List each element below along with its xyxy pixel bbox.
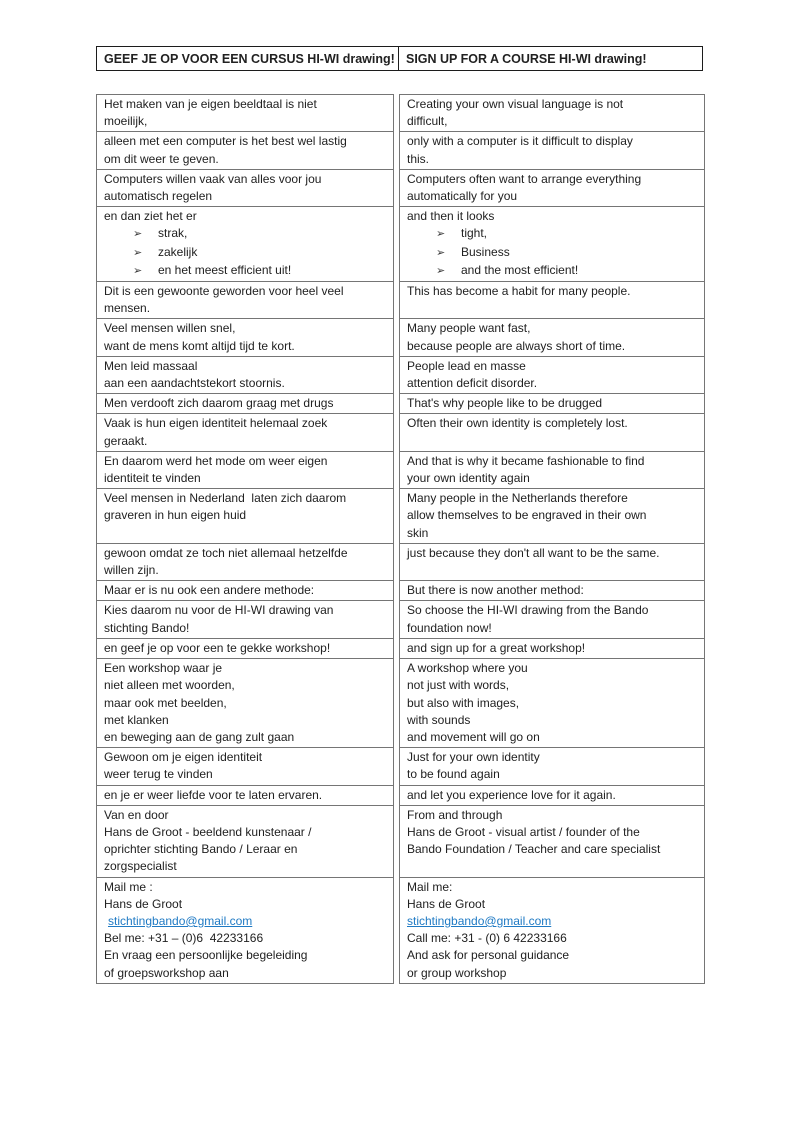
- cell-dutch: [96, 357, 394, 394]
- text-line: En daarom werd het mode om weer eigen: [104, 453, 328, 468]
- text-line: moeilijk,: [104, 114, 148, 129]
- text-line: Computers willen vaak van alles voor jou: [104, 171, 322, 186]
- text-line: That's why people like to be drugged: [407, 396, 603, 411]
- text-line: Gewoon om je eigen identiteit: [104, 750, 263, 765]
- cell-dutch: [96, 132, 394, 169]
- cell-dutch: [96, 878, 394, 984]
- cell-dutch: [96, 452, 394, 489]
- text-line: Veel mensen in Nederland laten zich daarom: [104, 491, 347, 506]
- table-row: [96, 207, 705, 282]
- bullet-text: tight,: [461, 226, 488, 241]
- cell-dutch: [96, 489, 394, 544]
- text-line: Veel mensen willen snel,: [104, 321, 236, 336]
- text-line: [104, 262, 386, 280]
- table-row: [96, 132, 705, 169]
- text-line: Just for your own identity: [407, 750, 540, 765]
- arrow-bullet-icon: ➢: [133, 228, 143, 241]
- table-row: [96, 282, 705, 319]
- text-line: om dit weer te geven.: [104, 151, 219, 166]
- text-line: your own identity again: [407, 471, 530, 486]
- text-line: Many people in the Netherlands therefore: [407, 491, 628, 506]
- text-line: and let you experience love for it again.: [407, 787, 616, 802]
- table-row: [96, 414, 705, 451]
- cell-english: [399, 786, 705, 806]
- cell-english: [399, 414, 705, 451]
- bullet-text: and the most efficient!: [461, 262, 579, 277]
- cell-dutch: [96, 601, 394, 638]
- table-row: [96, 878, 705, 984]
- text-line: geraakt.: [104, 433, 148, 448]
- cell-english: [399, 544, 705, 581]
- table-row: [96, 581, 705, 601]
- cell-english: [399, 748, 705, 785]
- text-line: Van en door: [104, 807, 169, 822]
- arrow-bullet-icon: ➢: [436, 246, 446, 259]
- table-row: [96, 659, 705, 748]
- text-line: and then it looks: [407, 209, 495, 224]
- table-row: [96, 394, 705, 414]
- email-link[interactable]: stichtingbando@gmail.com: [108, 913, 253, 928]
- text-line: Bando Foundation / Teacher and care specialist: [407, 842, 661, 857]
- cell-english: [399, 282, 705, 319]
- text-line: People lead en masse: [407, 358, 526, 373]
- cell-dutch: [96, 319, 394, 356]
- text-line: skin: [407, 525, 429, 540]
- text-line: to be found again: [407, 767, 500, 782]
- table-row: [96, 357, 705, 394]
- cell-dutch: [96, 170, 394, 207]
- table-row: [96, 639, 705, 659]
- text-line: alleen met een computer is het best wel lastig: [104, 134, 347, 149]
- text-line: And that is why it became fashionable to find: [407, 453, 645, 468]
- text-line: A workshop where you: [407, 661, 528, 676]
- cell-dutch: [96, 786, 394, 806]
- text-line: [407, 244, 697, 262]
- cell-english: [399, 319, 705, 356]
- text-line: And ask for personal guidance: [407, 948, 570, 963]
- text-line: From and through: [407, 807, 503, 822]
- cell-dutch: [96, 282, 394, 319]
- table-row: [96, 319, 705, 356]
- cell-dutch: [96, 94, 394, 132]
- text-line: this.: [407, 151, 430, 166]
- cell-english: [399, 659, 705, 748]
- cell-english: [399, 394, 705, 414]
- title-cell-dutch: GEEF JE OP VOOR EEN CURSUS HI-WI drawing!: [97, 47, 399, 70]
- text-line: but also with images,: [407, 695, 520, 710]
- cell-dutch: [96, 544, 394, 581]
- table-row: [96, 452, 705, 489]
- text-line: Hans de Groot - beeldend kunstenaar /: [104, 824, 312, 839]
- text-line: oprichter stichting Bando / Leraar en: [104, 842, 298, 857]
- table-row: [96, 748, 705, 785]
- table-row: [96, 544, 705, 581]
- text-line: [407, 262, 697, 280]
- cell-english: [399, 489, 705, 544]
- cell-english: [399, 806, 705, 878]
- text-line: Hans de Groot - visual artist / founder of the: [407, 824, 640, 839]
- text-line: niet alleen met woorden,: [104, 678, 235, 693]
- cell-english: [399, 452, 705, 489]
- text-line: Creating your own visual language is not: [407, 97, 624, 111]
- text-line: Bel me: +31 – (0)6 42233166: [104, 931, 264, 946]
- text-line: maar ook met beelden,: [104, 695, 227, 710]
- text-line: En vraag een persoonlijke begeleiding: [104, 948, 308, 963]
- text-line: Computers often want to arrange everything: [407, 171, 642, 186]
- cell-dutch: [96, 394, 394, 414]
- text-line: Hans de Groot: [407, 896, 486, 911]
- text-line: So choose the HI-WI drawing from the Bando: [407, 603, 649, 618]
- text-line: met klanken: [104, 712, 169, 727]
- text-line: willen zijn.: [104, 563, 159, 578]
- text-line: en geef je op voor een te gekke workshop!: [104, 640, 331, 655]
- cell-dutch: [96, 207, 394, 282]
- table-row: [96, 94, 705, 132]
- text-line: and movement will go on: [407, 729, 540, 744]
- bullet-text: strak,: [158, 226, 188, 241]
- text-line: Many people want fast,: [407, 321, 531, 336]
- arrow-bullet-icon: ➢: [133, 246, 143, 259]
- text-line: only with a computer is it difficult to display: [407, 134, 633, 149]
- text-line: stichting Bando!: [104, 620, 190, 635]
- bullet-text: zakelijk: [158, 244, 198, 259]
- text-line: allow themselves to be engraved in their own: [407, 508, 647, 523]
- cell-dutch: [96, 748, 394, 785]
- cell-dutch: [96, 639, 394, 659]
- text-line: Men verdooft zich daarom graag met drugs: [104, 396, 334, 411]
- cell-english: [399, 170, 705, 207]
- text-line: Kies daarom nu voor de HI-WI drawing van: [104, 603, 334, 618]
- text-line: foundation now!: [407, 620, 492, 635]
- text-line: Vaak is hun eigen identiteit helemaal zoek: [104, 416, 328, 431]
- text-line: of groepsworkshop aan: [104, 965, 229, 980]
- text-line: Maar er is nu ook een andere methode:: [104, 583, 315, 598]
- arrow-bullet-icon: ➢: [436, 264, 446, 277]
- text-line: mensen.: [104, 301, 151, 316]
- text-line: [407, 225, 697, 243]
- bullet-text: Business: [461, 244, 510, 259]
- text-line: [104, 244, 386, 262]
- cell-dutch: [96, 414, 394, 451]
- cell-dutch: [96, 659, 394, 748]
- text-line: Often their own identity is completely lost.: [407, 416, 628, 431]
- text-line: attention deficit disorder.: [407, 376, 538, 391]
- arrow-bullet-icon: ➢: [133, 264, 143, 277]
- text-line: Mail me :: [104, 879, 153, 894]
- table-row: [96, 601, 705, 638]
- title-cell-english: SIGN UP FOR A COURSE HI-WI drawing!: [406, 51, 647, 66]
- text-line: Mail me:: [407, 879, 453, 894]
- bullet-text: en het meest efficient uit!: [158, 262, 292, 277]
- text-line: and sign up for a great workshop!: [407, 640, 586, 655]
- cell-dutch: [96, 581, 394, 601]
- table-row: [96, 489, 705, 544]
- cell-dutch: [96, 806, 394, 878]
- text-line: Men leid massaal: [104, 358, 198, 373]
- text-line: weer terug te vinden: [104, 767, 213, 782]
- text-line: automatically for you: [407, 189, 518, 204]
- text-line: en je er weer liefde voor te laten ervaren.: [104, 787, 323, 802]
- cell-english: [399, 94, 705, 132]
- text-line: Het maken van je eigen beeldtaal is niet: [104, 97, 317, 111]
- text-line: This has become a habit for many people.: [407, 284, 631, 299]
- text-line: difficult,: [407, 114, 448, 129]
- cell-english: [399, 639, 705, 659]
- text-line: Hans de Groot: [104, 896, 183, 911]
- text-line: Call me: +31 - (0) 6 42233166: [407, 931, 567, 946]
- table-row: [96, 806, 705, 878]
- text-line: or group workshop: [407, 965, 507, 980]
- cell-english: [399, 132, 705, 169]
- title-table: [96, 46, 703, 71]
- text-line: gewoon omdat ze toch niet allemaal hetzelfde: [104, 545, 348, 560]
- text-line: automatisch regelen: [104, 189, 213, 204]
- translation-table: [96, 94, 705, 984]
- cell-english: [399, 357, 705, 394]
- table-row: [96, 170, 705, 207]
- cell-english: [399, 581, 705, 601]
- text-line: graveren in hun eigen huid: [104, 508, 247, 523]
- cell-english: [399, 207, 705, 282]
- table-row: [96, 786, 705, 806]
- text-line: [104, 225, 386, 243]
- text-line: because people are always short of time.: [407, 338, 626, 353]
- text-line: aan een aandachtstekort stoornis.: [104, 376, 285, 391]
- text-line: But there is now another method:: [407, 583, 584, 598]
- text-line: [407, 913, 697, 930]
- cell-english: [399, 878, 705, 984]
- text-line: Dit is een gewoonte geworden voor heel veel: [104, 284, 344, 299]
- arrow-bullet-icon: ➢: [436, 228, 446, 241]
- text-line: [104, 913, 386, 930]
- text-line: Een workshop waar je: [104, 661, 223, 676]
- text-line: en beweging aan de gang zult gaan: [104, 729, 295, 744]
- text-line: with sounds: [407, 712, 471, 727]
- cell-english: [399, 601, 705, 638]
- text-line: en dan ziet het er: [104, 209, 197, 224]
- text-line: not just with words,: [407, 678, 510, 693]
- text-line: want de mens komt altijd tijd te kort.: [104, 338, 295, 353]
- text-line: zorgspecialist: [104, 859, 177, 874]
- text-line: identiteit te vinden: [104, 471, 201, 486]
- text-line: just because they don't all want to be the same.: [407, 545, 660, 560]
- email-link[interactable]: stichtingbando@gmail.com: [407, 913, 552, 928]
